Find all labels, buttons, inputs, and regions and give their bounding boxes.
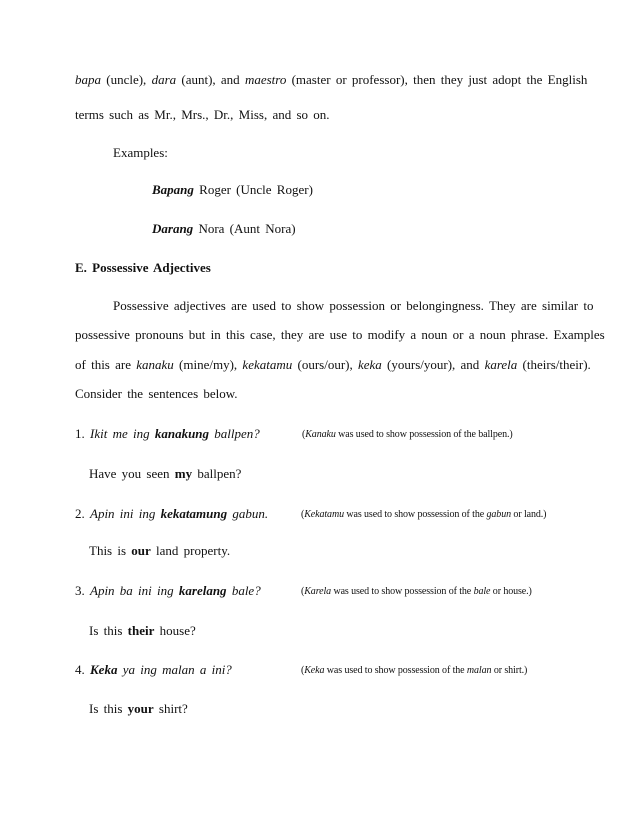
sentence-text: Apin ba ini ing (90, 583, 179, 598)
text: (aunt), and (176, 72, 245, 87)
note-term: bale (473, 586, 491, 597)
note-text: was used to show possession of the ballpen.) (335, 429, 513, 440)
sentence-keyword: kanakung (154, 426, 210, 441)
example-term: Bapang (152, 182, 194, 197)
sentence-text: gabun. (227, 506, 269, 521)
translation-text: This is (89, 543, 132, 558)
translation-text: land property. (150, 543, 231, 558)
term-keka: keka (357, 357, 382, 372)
text: (uncle), (101, 72, 152, 87)
translation-keyword: their (127, 623, 155, 638)
item-number: 4. (75, 662, 90, 677)
translation-text: house? (154, 623, 196, 638)
translation-1 (89, 466, 241, 482)
sentence-text: ballpen? (209, 426, 260, 441)
paragraph-line-3 (75, 357, 591, 373)
example-text: Nora (Aunt Nora) (193, 221, 296, 236)
note-term: gabun (486, 509, 512, 520)
item-number: 1. (75, 426, 90, 441)
example-2 (152, 221, 296, 237)
paragraph-line-4: Consider the sentences below. (75, 386, 238, 401)
translation-keyword: your (127, 701, 154, 716)
translation-2 (89, 543, 230, 559)
note-term: Kekatamu (304, 509, 344, 520)
term-bapa: bapa (75, 72, 101, 87)
example-1 (152, 182, 313, 198)
term-kekatamu: kekatamu (242, 357, 293, 372)
note-text: or land.) (511, 509, 547, 520)
explanation-note-3 (301, 584, 532, 600)
note-text: ( (301, 586, 305, 597)
sentence-keyword: Keka (90, 662, 118, 677)
sentence-keyword: kekatamung (160, 506, 228, 521)
example-term: Darang (152, 221, 194, 236)
intro-line-1 (75, 72, 587, 88)
translation-text: Have you seen (89, 466, 175, 481)
note-text: was used to show possession of the (324, 665, 467, 676)
note-text: or house.) (490, 586, 532, 597)
paragraph-line-2: possessive pronouns but in this case, they are use to modify a noun or a noun phrase. Examples (75, 327, 605, 342)
note-text: ( (302, 429, 306, 440)
translation-text: shirt? (153, 701, 188, 716)
translation-text: Is this (89, 701, 128, 716)
term-karela: karela (484, 357, 518, 372)
translation-text: Is this (89, 623, 128, 638)
translation-keyword: our (131, 543, 151, 558)
item-number: 3. (75, 583, 90, 598)
note-term: Karela (304, 586, 332, 597)
note-text: or shirt.) (491, 665, 528, 676)
section-heading: E. Possessive Adjectives (75, 260, 211, 275)
explanation-note-2 (301, 507, 546, 523)
translation-3 (89, 623, 196, 639)
intro-line-2: terms such as Mr., Mrs., Dr., Miss, and so on. (75, 107, 330, 122)
sentence-keyword: karelang (178, 583, 227, 598)
sentence-text: Apin ini ing (90, 506, 161, 521)
text: (ours/our), (292, 357, 358, 372)
example-sentence-3 (75, 583, 261, 599)
translation-keyword: my (174, 466, 193, 481)
examples-heading: Examples: (113, 145, 168, 160)
term-dara: dara (151, 72, 177, 87)
note-term: Keka (304, 665, 325, 676)
text: (theirs/their). (517, 357, 591, 372)
note-text: was used to show possession of the (331, 586, 474, 597)
note-text: ( (301, 665, 305, 676)
explanation-note-1 (302, 427, 513, 443)
example-sentence-4 (75, 662, 232, 678)
sentence-text: ya ing malan a ini? (117, 662, 232, 677)
text: (yours/your), and (381, 357, 485, 372)
explanation-note-4 (301, 663, 527, 679)
term-maestro: maestro (244, 72, 287, 87)
translation-text: ballpen? (192, 466, 242, 481)
term-kanaku: kanaku (136, 357, 174, 372)
text: (master or professor), then they just adopt the English (286, 72, 588, 87)
sentence-text: bale? (226, 583, 261, 598)
sentence-text: Ikit me ing (90, 426, 155, 441)
translation-4 (89, 701, 188, 717)
note-text: ( (301, 509, 305, 520)
example-sentence-2 (75, 506, 268, 522)
paragraph-line-1: Possessive adjectives are used to show possession or belongingness. They are similar to (113, 298, 594, 313)
item-number: 2. (75, 506, 90, 521)
text: of this are (75, 357, 137, 372)
text: (mine/my), (173, 357, 243, 372)
note-text: was used to show possession of the (343, 509, 487, 520)
note-term: malan (466, 665, 492, 676)
example-sentence-1 (75, 426, 260, 442)
example-text: Roger (Uncle Roger) (193, 182, 313, 197)
note-term: Kanaku (305, 429, 336, 440)
